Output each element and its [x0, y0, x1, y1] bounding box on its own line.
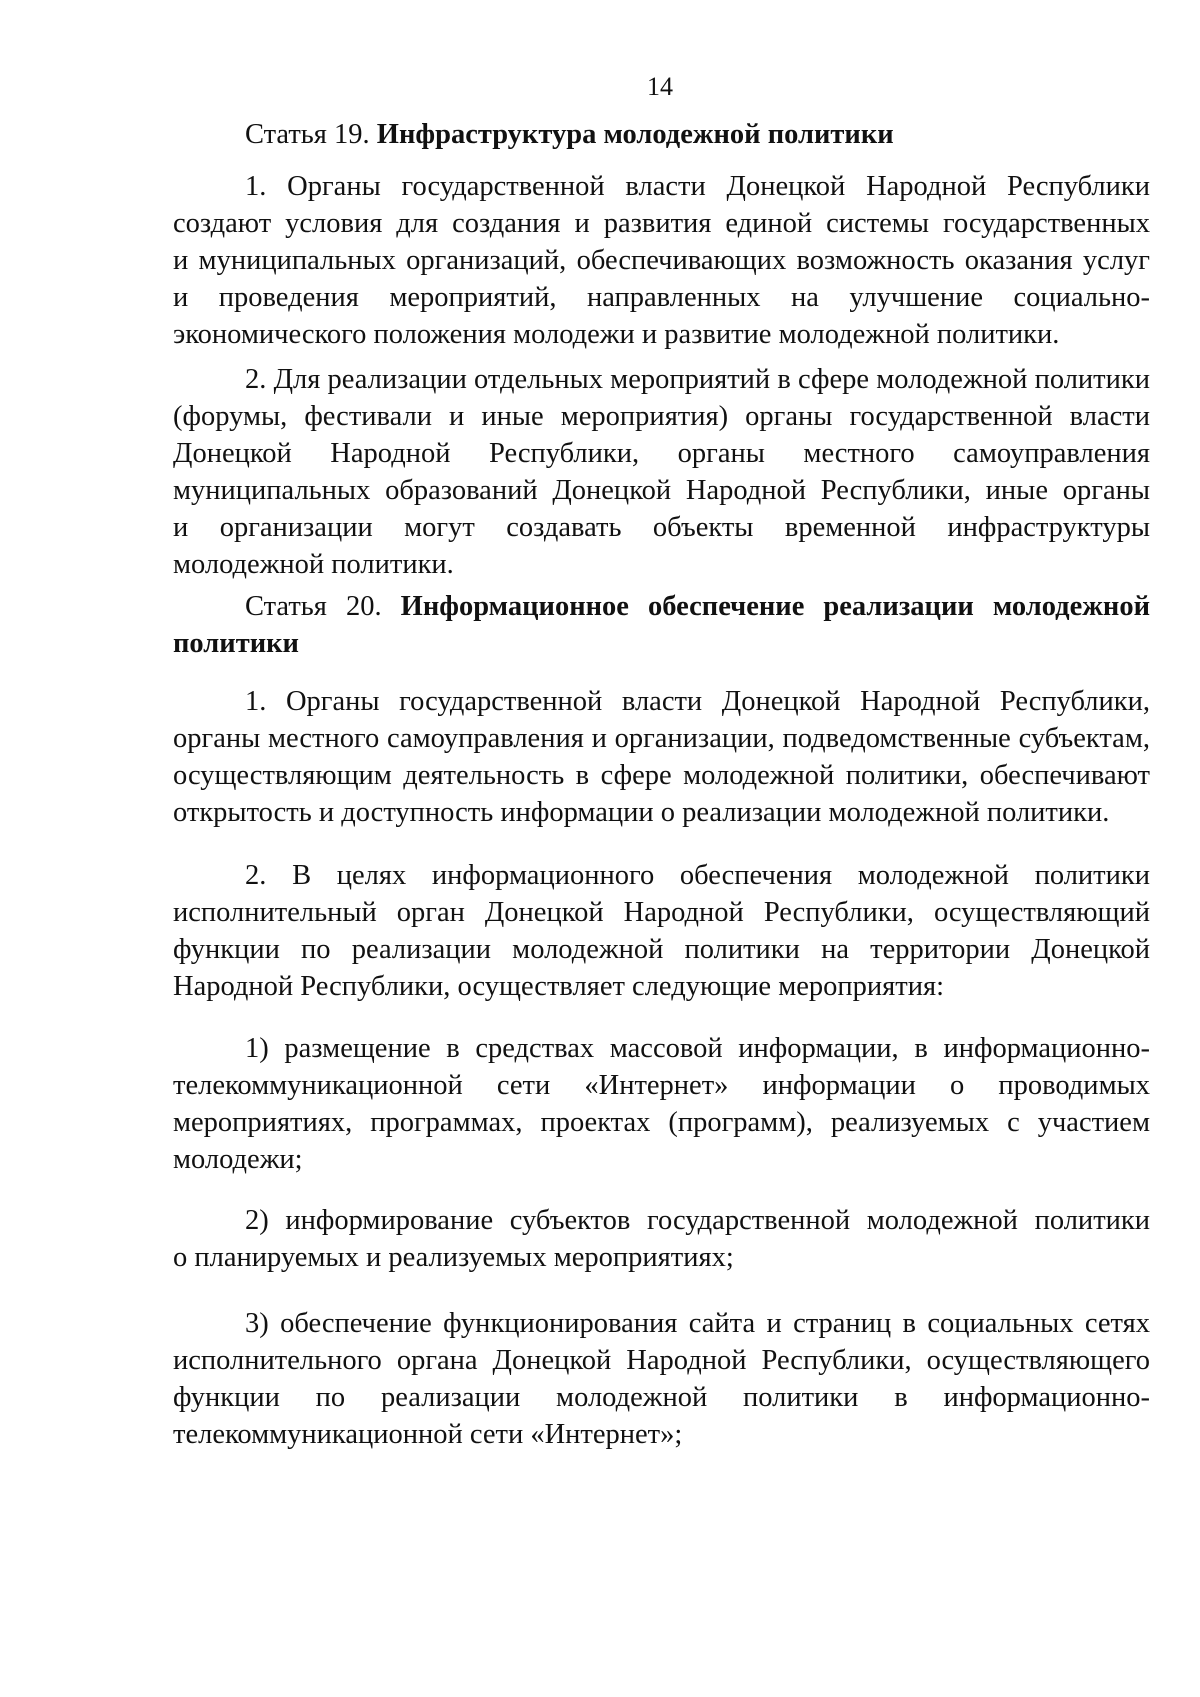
text-line: 2. Для реализации отдельных мероприятий в сфере молодежной политики — [245, 364, 1150, 395]
page-number: 14 — [647, 72, 673, 101]
article-20-title-continued: политики — [173, 628, 299, 659]
text-line: молодежной политики. — [173, 549, 454, 580]
article-19-heading — [173, 116, 1150, 153]
text-line: и муниципальных организаций, обеспечивающих возможность оказания услуг — [173, 245, 1150, 276]
text-line: экономического положения молодежи и развитие молодежной политики. — [173, 319, 1060, 350]
list-item-1 — [173, 1030, 1150, 1178]
text-line: и организации могут создавать объекты временной инфраструктуры — [173, 512, 1150, 543]
text-line: создают условия для создания и развития единой системы государственных — [173, 208, 1150, 239]
article-20-section — [173, 588, 1150, 662]
text-line: 2. В целях информационного обеспечения молодежной политики — [245, 860, 1150, 891]
text-line: Народной Республики, осуществляет следующие мероприятия: — [173, 971, 944, 1002]
text-line: молодежи; — [173, 1144, 303, 1175]
text-line: открытость и доступность информации о реализации молодежной политики. — [173, 797, 1110, 828]
text-line: 1) размещение в средствах массовой информации, в информационно- — [245, 1033, 1150, 1064]
list-item-2 — [173, 1202, 1150, 1276]
article-20-paragraph-2 — [173, 857, 1150, 1005]
text-line: и проведения мероприятий, направленных на улучшение социально- — [173, 282, 1150, 313]
text-line: 1. Органы государственной власти Донецкой Народной Республики — [245, 171, 1150, 202]
text-line: функции по реализации молодежной политики на территории Донецкой — [173, 934, 1150, 965]
text-line: функции по реализации молодежной политики в информационно- — [173, 1382, 1150, 1413]
text-line: осуществляющим деятельность в сфере молодежной политики, обеспечивают — [173, 760, 1150, 791]
article-20-title: Информационное обеспечение реализации молодежной — [400, 591, 1151, 622]
article-19-label: Статья 19. — [245, 119, 370, 150]
text-line: телекоммуникационной сети «Интернет»; — [173, 1419, 683, 1450]
text-line: муниципальных образований Донецкой Народной Республики, иные органы — [173, 475, 1150, 506]
text-line: телекоммуникационной сети «Интернет» информации о проводимых — [173, 1070, 1150, 1101]
text-line: Донецкой Народной Республики, органы местного самоуправления — [173, 438, 1150, 469]
article-20-paragraph-1 — [173, 683, 1150, 831]
list-item-3 — [173, 1305, 1150, 1453]
text-line: (форумы, фестивали и иные мероприятия) органы государственной власти — [173, 401, 1150, 432]
article-20-label: Статья 20. — [245, 591, 382, 622]
text-line: о планируемых и реализуемых мероприятиях; — [173, 1242, 734, 1273]
article-20-heading-line-1 — [173, 588, 1150, 625]
text-line: исполнительный орган Донецкой Народной Республики, осуществляющий — [173, 897, 1150, 928]
article-19-section — [173, 116, 1150, 153]
article-19-paragraph-2 — [173, 361, 1150, 583]
article-19-paragraph-1 — [173, 168, 1150, 353]
text-line: 1. Органы государственной власти Донецкой Народной Республики, — [245, 686, 1150, 717]
text-line: мероприятиях, программах, проектах (программ), реализуемых с участием — [173, 1107, 1150, 1138]
text-line: исполнительного органа Донецкой Народной Республики, осуществляющего — [173, 1345, 1150, 1376]
article-20-heading-line-2 — [173, 625, 1150, 662]
text-line: органы местного самоуправления и организации, подведомственные субъектам, — [173, 723, 1150, 754]
text-line: 2) информирование субъектов государственной молодежной политики — [245, 1205, 1150, 1236]
article-19-title: Инфраструктура молодежной политики — [376, 119, 894, 150]
text-line: 3) обеспечение функционирования сайта и страниц в социальных сетях — [245, 1308, 1150, 1339]
